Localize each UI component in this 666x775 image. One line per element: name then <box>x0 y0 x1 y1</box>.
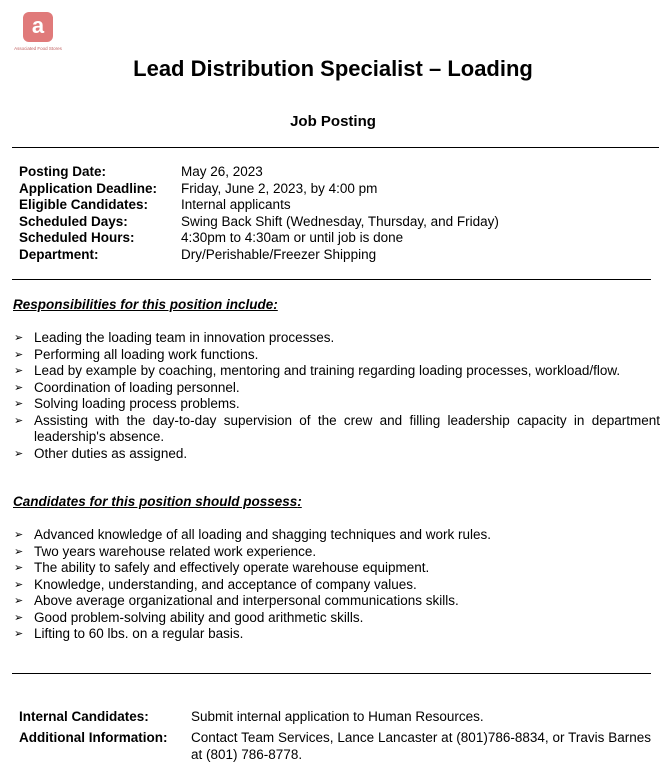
meta-label: Posting Date: <box>19 164 107 179</box>
meta-value: Swing Back Shift (Wednesday, Thursday, and Friday) <box>181 213 499 229</box>
list-item: ➢ Assisting with the day-to-day supervision of the crew and filling leadership capacity in department leadership's absence. <box>14 412 660 444</box>
footer-label: Additional Information: <box>19 730 168 745</box>
list-item: ➢ Above average organizational and interpersonal communications skills. <box>14 593 459 608</box>
meta-label: Department: <box>19 246 99 262</box>
meta-row <box>19 214 499 231</box>
arrow-bullet-icon: ➢ <box>14 611 24 624</box>
qualifications-list <box>14 527 660 643</box>
meta-label: Application Deadline: <box>19 180 158 196</box>
arrow-bullet-icon: ➢ <box>14 628 24 640</box>
list-item: ➢ Solving loading process problems. <box>14 396 240 411</box>
arrow-bullet-icon: ➢ <box>14 562 24 574</box>
divider <box>12 673 651 674</box>
responsibilities-heading: Responsibilities for this position include: <box>13 297 278 312</box>
page-title: Lead Distribution Specialist – Loading <box>133 56 533 81</box>
list-item: ➢ Knowledge, understanding, and acceptance of company values. <box>14 576 417 592</box>
meta-value: Friday, June 2, 2023, by 4:00 pm <box>181 180 378 196</box>
footer-value: Submit internal application to Human Resources. <box>191 709 484 724</box>
footer-value: Contact Team Services, Lance Lancaster at (801)786-8834, or Travis Barnes at (801) 786-8778. <box>191 730 651 762</box>
logo-badge-icon <box>23 12 53 42</box>
list-item: ➢ Lead by example by coaching, mentoring and training regarding loading processes, workload/flow. <box>14 363 621 378</box>
qualifications-heading: Candidates for this position should possess: <box>13 494 302 509</box>
meta-row <box>19 230 499 247</box>
meta-row <box>19 164 499 181</box>
list-item: ➢ Good problem-solving ability and good arithmetic skills. <box>14 609 364 625</box>
arrow-bullet-icon: ➢ <box>14 447 24 460</box>
list-item: ➢ Two years warehouse related work experience. <box>14 543 317 559</box>
meta-value: Internal applicants <box>181 197 291 213</box>
list-item: ➢ The ability to safely and effectively operate warehouse equipment. <box>14 560 430 575</box>
meta-row <box>19 247 499 264</box>
list-item: ➢ Other duties as assigned. <box>14 445 188 461</box>
meta-value: Dry/Perishable/Freezer Shipping <box>181 246 377 262</box>
logo-glyph: a <box>31 13 45 38</box>
meta-row <box>19 197 499 214</box>
arrow-bullet-icon: ➢ <box>14 414 24 427</box>
arrow-bullet-icon: ➢ <box>14 332 24 344</box>
arrow-bullet-icon: ➢ <box>14 348 24 361</box>
arrow-bullet-icon: ➢ <box>14 595 24 607</box>
arrow-bullet-icon: ➢ <box>14 365 24 377</box>
posting-details <box>19 164 499 264</box>
list-item: ➢ Leading the loading team in innovation processes. <box>14 330 335 345</box>
arrow-bullet-icon: ➢ <box>14 398 24 410</box>
divider <box>12 279 651 280</box>
company-logo <box>12 12 64 51</box>
list-item: ➢ Advanced knowledge of all loading and shagging techniques and work rules. <box>14 527 492 542</box>
page-subtitle: Job Posting <box>290 113 376 130</box>
arrow-bullet-icon: ➢ <box>14 529 24 541</box>
responsibilities-list <box>14 330 660 462</box>
meta-label: Scheduled Days: <box>19 213 128 229</box>
list-item: ➢ Coordination of loading personnel. <box>14 379 240 395</box>
arrow-bullet-icon: ➢ <box>14 578 24 591</box>
meta-row <box>19 181 499 198</box>
meta-label: Scheduled Hours: <box>19 230 135 246</box>
arrow-bullet-icon: ➢ <box>14 545 24 558</box>
meta-label: Eligible Candidates: <box>19 197 149 213</box>
divider <box>12 147 659 148</box>
footer-row <box>19 729 651 763</box>
arrow-bullet-icon: ➢ <box>14 381 24 394</box>
list-item: ➢ Lifting to 60 lbs. on a regular basis. <box>14 626 244 641</box>
footer-row <box>19 708 651 725</box>
meta-value: 4:30pm to 4:30am or until job is done <box>181 230 404 246</box>
logo-text: Associated Food Stores <box>14 46 62 51</box>
footer-label: Internal Candidates: <box>19 709 149 724</box>
meta-value: May 26, 2023 <box>181 164 263 179</box>
list-item: ➢ Performing all loading work functions. <box>14 346 259 362</box>
